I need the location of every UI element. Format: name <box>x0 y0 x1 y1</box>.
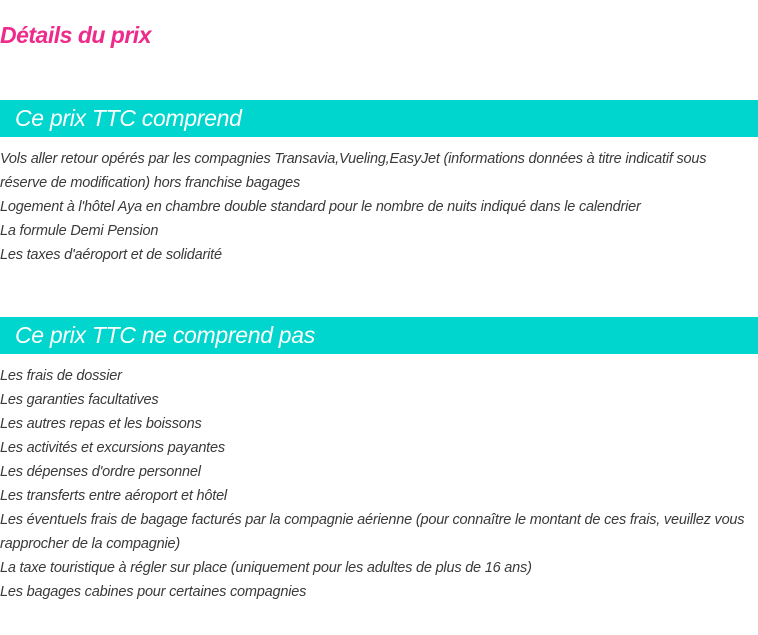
includes-item: La formule Demi Pension <box>0 223 159 239</box>
excludes-item: Les autres repas et les boissons <box>0 416 202 432</box>
includes-item: Vols aller retour opérés par les compagnies Transavia,Vueling,EasyJet (informations données à titre indicatif sous réserve de modification) hors franchise bagages <box>0 151 707 191</box>
includes-heading: Ce prix TTC comprend <box>15 105 242 131</box>
excludes-list <box>0 364 750 604</box>
excludes-item: Les activités et excursions payantes <box>0 440 225 456</box>
page-title: Détails du prix <box>0 22 151 48</box>
excludes-item: Les garanties facultatives <box>0 392 159 408</box>
excludes-item: La taxe touristique à régler sur place (uniquement pour les adultes de plus de 16 ans) <box>0 560 532 576</box>
excludes-item: Les frais de dossier <box>0 368 122 384</box>
excludes-item: Les transferts entre aéroport et hôtel <box>0 488 227 504</box>
includes-item: Logement à l'hôtel Aya en chambre double standard pour le nombre de nuits indiqué dans le calendrier <box>0 199 641 215</box>
excludes-heading: Ce prix TTC ne comprend pas <box>15 322 315 348</box>
excludes-item: Les dépenses d'ordre personnel <box>0 464 201 480</box>
includes-section-header <box>0 100 758 137</box>
excludes-item: Les bagages cabines pour certaines compagnies <box>0 584 307 600</box>
includes-item: Les taxes d'aéroport et de solidarité <box>0 247 222 263</box>
includes-list <box>0 147 750 267</box>
excludes-section-header <box>0 317 758 354</box>
excludes-item: Les éventuels frais de bagage facturés par la compagnie aérienne (pour connaître le montant de ces frais, veuillez vous rapprocher de la compagnie) <box>0 512 745 552</box>
